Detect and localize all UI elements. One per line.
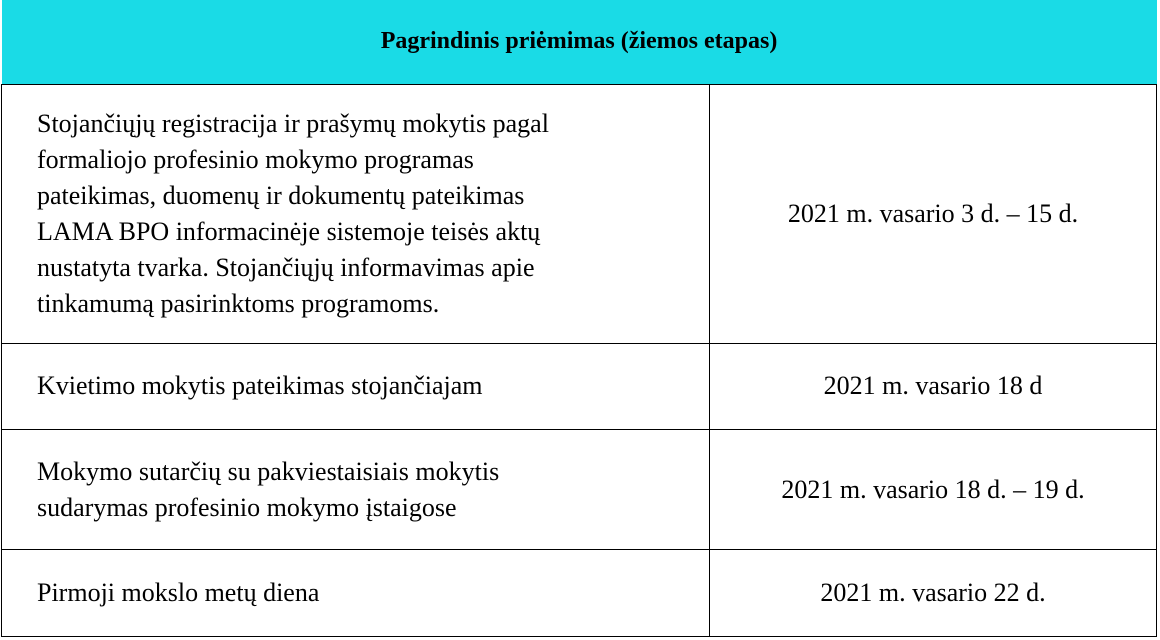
description-line: formaliojo profesinio mokymo programas bbox=[37, 144, 474, 174]
description-line: LAMA BPO informacinėje sistemoje teisės aktų bbox=[37, 216, 541, 246]
description-line: Mokymo sutarčių su pakviestaisiais mokytis bbox=[37, 456, 500, 486]
description-line: tinkamumą pasirinktoms programoms. bbox=[37, 288, 440, 318]
description-line: nustatyta tvarka. Stojančiųjų informavimas apie bbox=[37, 252, 535, 282]
table-header-row bbox=[2, 0, 1157, 84]
description-line: Stojančiųjų registracija ir prašymų mokytis pagal bbox=[37, 108, 549, 138]
table-row bbox=[2, 550, 1157, 637]
admission-schedule-table bbox=[1, 0, 1157, 637]
table-row bbox=[2, 344, 1157, 430]
description-line: Kvietimo mokytis pateikimas stojančiajam bbox=[37, 371, 483, 401]
stage-description bbox=[2, 429, 710, 550]
stage-description bbox=[2, 84, 710, 344]
stage-date: 2021 m. vasario 18 d bbox=[710, 344, 1157, 430]
stage-date: 2021 m. vasario 18 d. – 19 d. bbox=[710, 429, 1157, 550]
table-row bbox=[2, 84, 1157, 344]
description-line: sudarymas profesinio mokymo įstaigose bbox=[37, 492, 457, 522]
table-row bbox=[2, 429, 1157, 550]
stage-description bbox=[2, 344, 710, 430]
stage-date: 2021 m. vasario 3 d. – 15 d. bbox=[710, 84, 1157, 344]
stage-description bbox=[2, 550, 710, 637]
description-line: pateikimas, duomenų ir dokumentų pateikimas bbox=[37, 180, 525, 210]
stage-date: 2021 m. vasario 22 d. bbox=[710, 550, 1157, 637]
description-line: Pirmoji mokslo metų diena bbox=[37, 578, 320, 608]
table-title: Pagrindinis priėmimas (žiemos etapas) bbox=[2, 0, 1157, 84]
